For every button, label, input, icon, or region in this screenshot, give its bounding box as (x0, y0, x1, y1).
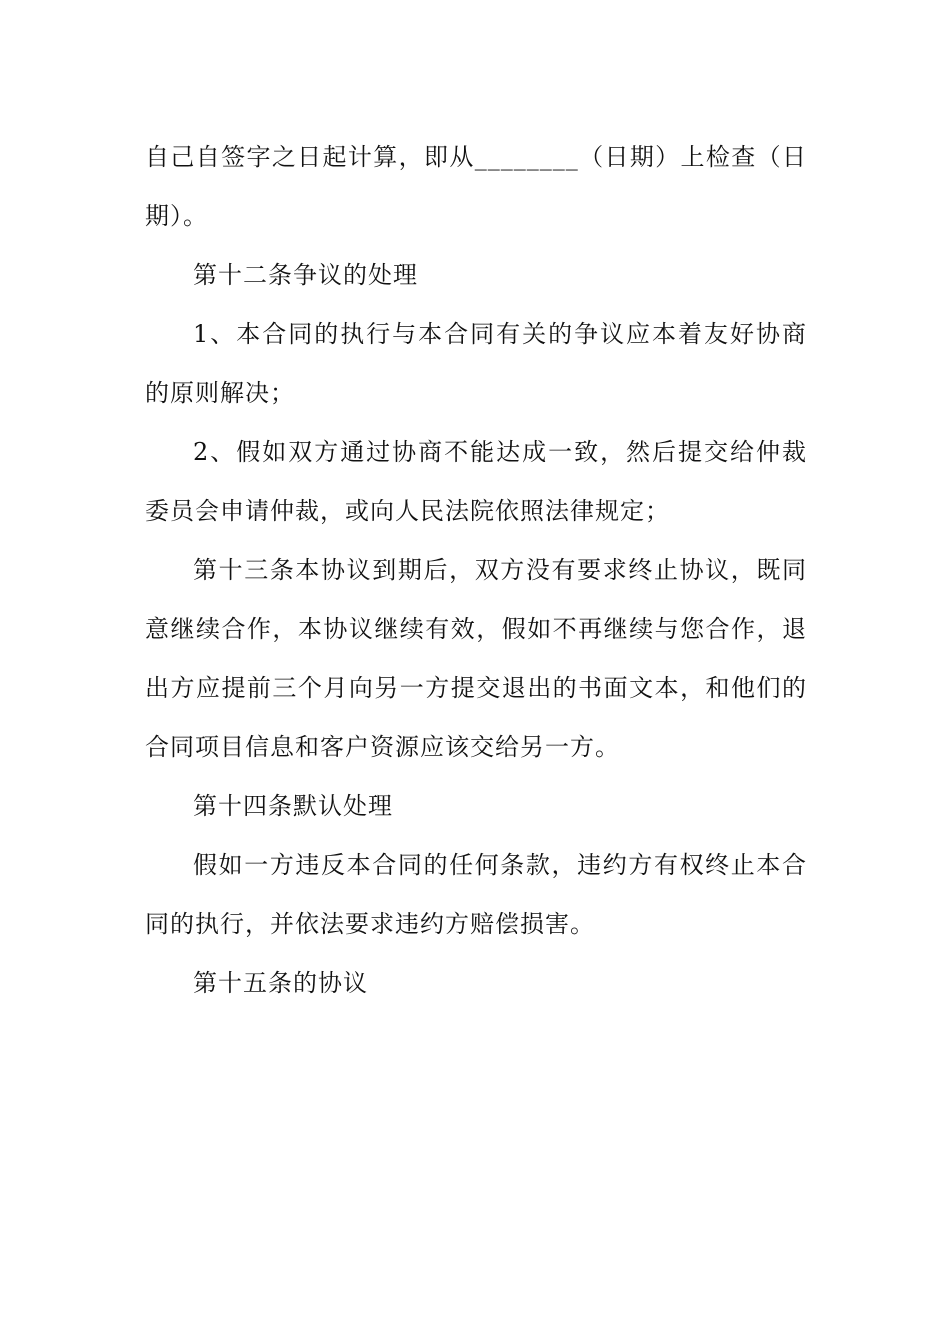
article-12-clause-1: 1、本合同的执行与本合同有关的争议应本着友好协商的原则解决； (145, 320, 807, 407)
document-body (145, 128, 807, 1013)
article-13-paragraph: 第十三条本协议到期后，双方没有要求终止协议，既同意继续合作，本协议继续有效，假如不再继续与您合作，退出方应提前三个月向另一方提交退出的书面文本，和他们的合同项目信息和客户资源应该交给另一方。 (145, 556, 807, 761)
article-14-heading: 第十四条默认处理 (193, 792, 393, 820)
article-15-heading: 第十五条的协议 (193, 969, 368, 997)
paragraph-continuation: 自己自签字之日起计算，即从________（日期）上检查（日期）。 (145, 143, 807, 230)
article-12-heading: 第十二条争议的处理 (193, 261, 418, 289)
article-12-clause-2: 2、假如双方通过协商不能达成一致，然后提交给仲裁委员会申请仲裁，或向人民法院依照法律规定； (145, 438, 807, 525)
article-14-paragraph: 假如一方违反本合同的任何条款，违约方有权终止本合同的执行，并依法要求违约方赔偿损害。 (145, 851, 807, 938)
